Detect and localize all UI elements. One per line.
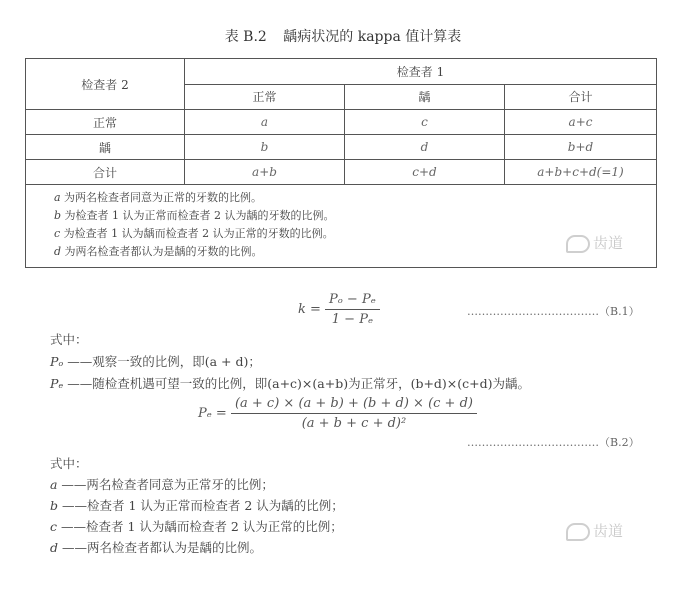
eq1-denominator: 1 − Pₑ xyxy=(331,312,373,327)
table-header-row xyxy=(26,59,657,85)
table-row xyxy=(26,110,657,135)
eq1-numerator: Pₒ − Pₑ xyxy=(325,292,380,310)
corner-header: 检查者 2 xyxy=(26,59,185,110)
note-line: a 为两名检查者同意为正常的牙数的比例。 xyxy=(54,191,263,204)
watermark-logo: 齿道 xyxy=(566,520,623,541)
table-cell: a+c xyxy=(505,110,657,135)
kappa-table xyxy=(25,58,657,268)
definition-line: Pₒ ——观察一致的比例，即(a + d)； xyxy=(50,354,261,369)
definition-line: d ——两名检查者都认为是龋的比例。 xyxy=(50,540,262,555)
table-number: 表 B.2 xyxy=(224,29,267,45)
note-line: d 为两名检查者都认为是龋的牙数的比例。 xyxy=(54,245,263,258)
eq2-fraction xyxy=(231,396,477,431)
table-cell: c+d xyxy=(345,160,505,185)
row-label: 正常 xyxy=(26,110,185,135)
eq2-denominator: (a + b + c + d)² xyxy=(301,416,407,431)
where-label-1: 式中： xyxy=(50,332,88,347)
table-cell: c xyxy=(345,110,505,135)
col-header-normal: 正常 xyxy=(185,84,345,110)
row-label: 龋 xyxy=(26,135,185,160)
table-caption xyxy=(0,26,686,46)
table-notes-row xyxy=(26,185,657,268)
table-cell: a+b xyxy=(185,160,345,185)
table-cell: d xyxy=(345,135,505,160)
table-notes xyxy=(26,185,657,268)
table-row xyxy=(26,135,657,160)
eq1-lhs: k = xyxy=(298,302,321,317)
definition-line: Pₑ ——随检查机遇可望一致的比例，即(a+c)×(a+b)为正常牙，(b+d)×(c+d)为龋。 xyxy=(50,376,531,391)
eq2-reference: ………………………………（B.2） xyxy=(467,436,640,449)
note-line: b 为检查者 1 认为正常而检查者 2 认为龋的牙数的比例。 xyxy=(54,209,335,222)
note-line: c 为检查者 1 认为龋而检查者 2 认为正常的牙数的比例。 xyxy=(54,227,334,240)
eq2-numerator: (a + c) × (a + b) + (b + d) × (c + d) xyxy=(231,396,477,414)
col-header-total: 合计 xyxy=(505,84,657,110)
chat-bubble-icon xyxy=(566,235,590,253)
definition-line: c ——检查者 1 认为龋而检查者 2 认为正常的比例； xyxy=(50,519,343,534)
equation-b2 xyxy=(198,396,477,431)
definition-line: a ——两名检查者同意为正常牙的比例； xyxy=(50,477,274,492)
eq2-lhs: Pₑ = xyxy=(198,406,227,421)
table-cell: b+d xyxy=(505,135,657,160)
definition-line: b ——检查者 1 认为正常而检查者 2 认为龋的比例； xyxy=(50,498,344,513)
equation-b1 xyxy=(298,292,380,327)
examiner1-header: 检查者 1 xyxy=(185,59,657,85)
watermark-logo: 齿道 xyxy=(566,232,623,253)
eq1-reference: ………………………………（B.1） xyxy=(467,305,640,318)
table-cell: b xyxy=(185,135,345,160)
eq1-fraction xyxy=(325,292,380,327)
table-title: 龋病状况的 kappa 值计算表 xyxy=(283,29,462,45)
where-label-2: 式中： xyxy=(50,456,88,471)
table-row xyxy=(26,160,657,185)
table-cell: a+b+c+d(=1) xyxy=(505,160,657,185)
table-cell: a xyxy=(185,110,345,135)
chat-bubble-icon xyxy=(566,523,590,541)
row-label: 合计 xyxy=(26,160,185,185)
col-header-caries: 龋 xyxy=(345,84,505,110)
